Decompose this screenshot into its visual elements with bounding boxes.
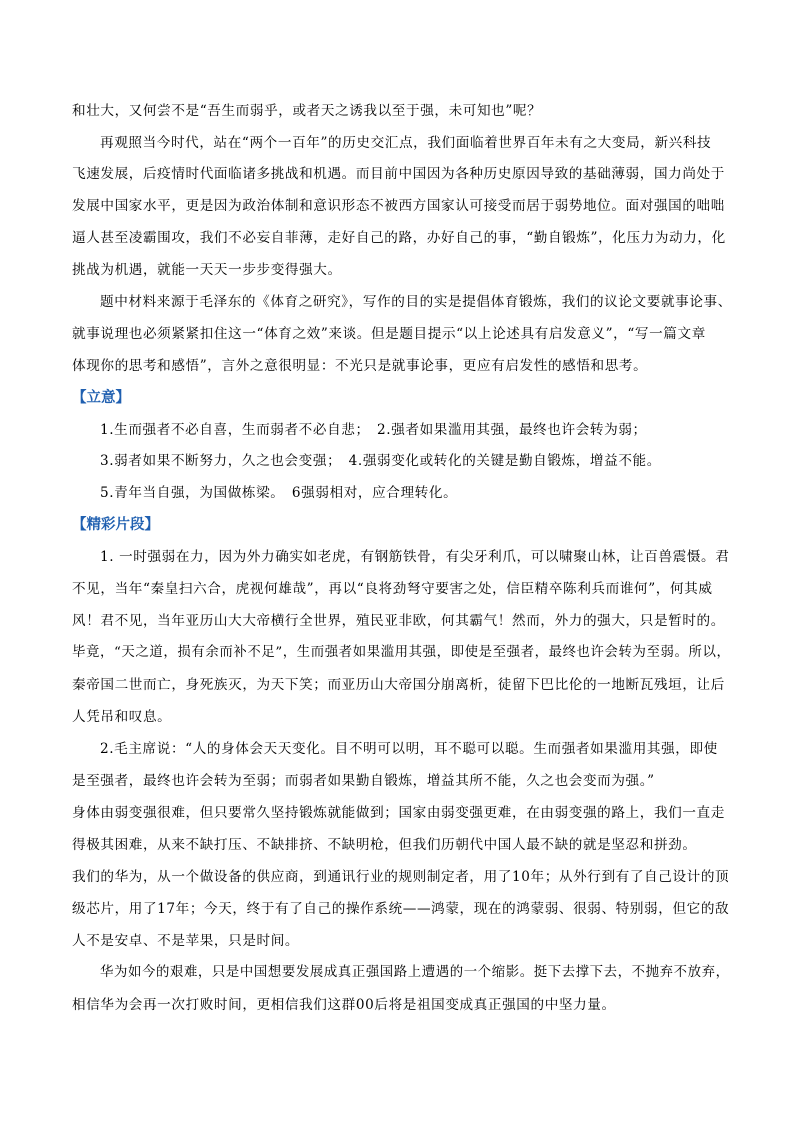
paragraph-line: 和壮大，又何尝不是“吾生而弱乎，或者天之诱我以至于强，未可知也”呢？ (72, 103, 542, 119)
section-heading-jingcai: 【精彩片段】 (72, 517, 159, 533)
paragraph-line: 题中材料来源于毛泽东的《体育之研究》，写作的目的实是提倡体育锻炼，我们的议论文要就事论事、 (100, 294, 732, 310)
list-item: 3.弱者如果不断努力，久之也会变强； 4.强弱变化或转化的关键是勤自锻炼，增益不能。 (100, 453, 661, 469)
paragraph-line: 人凭吊和叹息。 (72, 709, 172, 725)
paragraph-line: 身体由弱变强很难，但只要常久坚持锻炼就能做到；国家由弱变强更难，在由弱变强的路上，我们一直走 (72, 805, 725, 821)
paragraph-line: 华为如今的艰难，只是中国想要发展成真正强国路上遭遇的一个缩影。挺下去撑下去，不抛弃不放弃， (100, 965, 730, 980)
paragraph-line: 挑战为机遇，就能一天天一步步变得强大。 (72, 262, 342, 278)
paragraph-line: 我们的华为，从一个做设备的供应商，到通讯行业的规则制定者，用了10年；从外行到有了自己设计的顶 (72, 869, 730, 885)
paragraph-line: 是至强者，最终也许会转为至弱；而弱者如果勤自锻炼，增益其所不能，久之也会变而为强。” (72, 773, 655, 789)
list-item: 1.生而强者不必自喜，生而弱者不必自悲； 2.强者如果滥用其强，最终也许会转为弱； (100, 422, 647, 438)
paragraph-line: 体现你的思考和感悟”，言外之意很明显：不光只是就事论事，更应有启发性的感悟和思考。 (72, 358, 648, 374)
paragraph-line: 毕竟，“天之道，损有余而补不足”，生而强者如果滥用其强，即使是至强者，最终也许会转为至弱。所以， (72, 645, 731, 660)
section-heading-liyi: 【立意】 (72, 390, 130, 406)
paragraph-line: 逼人甚至凌霸围攻，我们不必妄自菲薄，走好自己的路，办好自己的事，“勤自锻炼”，化压力为动力，化 (72, 230, 726, 246)
paragraph-line: 人不是安卓、不是苹果，只是时间。 (72, 933, 300, 949)
paragraph-line: 级芯片，用了17年；今天，终于有了自己的操作系统——鸿蒙，现在的鸿蒙弱、很弱、特别弱，但它的敌 (72, 901, 730, 917)
paragraph-line: 相信华为会再一次打败时间，更相信我们这群00后将是祖国变成真正强国的中坚力量。 (72, 997, 616, 1013)
paragraph-line: 风！君不见，当年亚历山大大帝横行全世界，殖民亚非欧，何其霸气！然而，外力的强大，只是暂时的。 (72, 613, 725, 629)
paragraph-line: 秦帝国二世而亡，身死族灭，为天下笑；而亚历山大帝国分崩离析，徒留下巴比伦的一地断瓦残垣，让后 (72, 677, 725, 693)
paragraph-line: 再观照当今时代，站在“两个一百年”的历史交汇点，我们面临着世界百年未有之大变局，新兴科技 (100, 135, 712, 151)
paragraph-line: 1. 一时强弱在力，因为外力确实如老虎，有钢筋铁骨，有尖牙利爪，可以啸聚山林，让百兽震慑。君 (100, 549, 730, 565)
paragraph-line: 飞速发展，后疫情时代面临诸多挑战和机遇。而目前中国因为各种历史原因导致的基础薄弱，国力尚处于 (72, 166, 725, 182)
paragraph-line: 发展中国家水平，更是因为政治体制和意识形态不被西方国家认可接受而居于弱势地位。面对强国的咄咄 (72, 198, 725, 214)
paragraph-line: 2.毛主席说：“人的身体会天天变化。目不明可以明，耳不聪可以聪。生而强者如果滥用其强，即使 (100, 741, 718, 757)
paragraph-line: 得极其困难，从来不缺打压、不缺排挤、不缺明枪，但我们历朝代中国人最不缺的就是坚忍和拼劲。 (72, 837, 697, 853)
paragraph-line: 不见，当年“秦皇扫六合，虎视何雄哉”，再以“良将劲弩守要害之处，信臣精卒陈利兵而谁何”，何其威 (72, 581, 713, 597)
paragraph-line: 就事说理也必须紧紧扣住这一“体育之效”来谈。但是题目提示“以上论述具有启发意义”，“写一篇文章 (72, 326, 706, 342)
list-item: 5.青年当自强，为国做栋梁。 6强弱相对，应合理转化。 (100, 485, 458, 501)
